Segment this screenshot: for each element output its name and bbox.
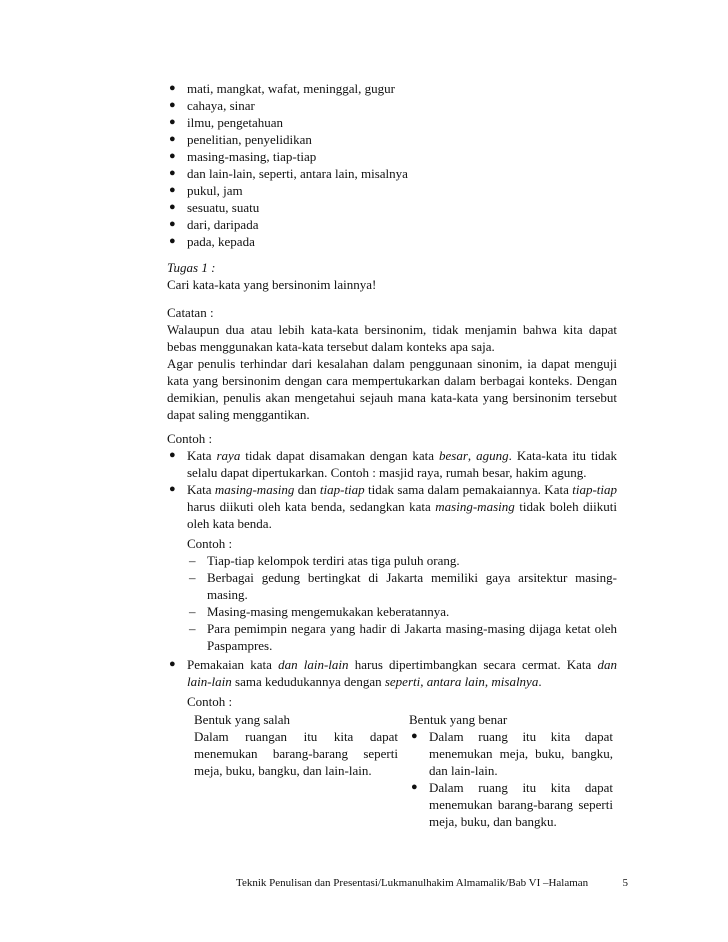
wrong-heading: Bentuk yang salah [194, 712, 291, 727]
example-item-3-section [167, 656, 617, 710]
bullet-icon: ● [169, 218, 176, 230]
bullet-icon: ● [169, 449, 176, 461]
bullet-icon: ● [169, 483, 176, 495]
list-item: ● ilmu, pengetahuan [169, 115, 284, 130]
examples-section [167, 430, 617, 654]
dash-icon: – [189, 553, 196, 568]
page-number: 5 [622, 877, 628, 889]
wrong-text: Dalam ruangan itu kita dapat menemukan barang-barang seperti meja, buku, bangku, dan lain-lain. [194, 729, 398, 778]
wrong-form-column [194, 711, 398, 779]
note-heading: Catatan : [167, 305, 214, 320]
dash-icon: – [189, 604, 196, 619]
list-item: – Masing-masing mengemukakan keberatannya. [189, 604, 450, 619]
bullet-icon: ● [411, 781, 418, 793]
synonym-list [167, 80, 627, 250]
example-item-1: ● Kata raya tidak dapat disamakan dengan kata besar, agung. Kata-kata itu tidak selalu dapat dipertukarkan. Contoh : masjid raya, rumah besar, hakim agung. [169, 448, 618, 480]
list-item: ● Dalam ruang itu kita dapat menemukan barang-barang seperti meja, buku, dan bangku. [411, 780, 613, 829]
right-heading: Bentuk yang benar [409, 712, 508, 727]
bullet-icon: ● [169, 167, 176, 179]
list-item: ● cahaya, sinar [169, 98, 255, 113]
note-paragraph-2: Agar penulis terhindar dari kesalahan dalam penggunaan sinonim, ia dapat menguji kata yang bersinonim dengan cara mempertukarkan dalam berbagai konteks. Dengan demikian, penulis akan mengetahui sejauh mana kata-kata yang bersinonim tersebut dapat saling menggantikan. [167, 356, 617, 422]
bullet-icon: ● [169, 116, 176, 128]
list-item: ● dari, daripada [169, 217, 259, 232]
bullet-icon: ● [411, 730, 418, 742]
list-item: ● mati, mangkat, wafat, meninggal, gugur [169, 81, 395, 96]
footer-text: Teknik Penulisan dan Presentasi/Lukmanulhakim Almamalik/Bab VI –Halaman [236, 877, 589, 889]
bullet-icon: ● [169, 99, 176, 111]
list-item: ● penelitian, penyelidikan [169, 132, 312, 147]
sub-heading: Contoh : [187, 536, 233, 551]
list-item: ● Dalam ruang itu kita dapat menemukan meja, buku, bangku, dan lain-lain. [411, 729, 613, 778]
list-item: – Berbagai gedung bertingkat di Jakarta memiliki gaya arsitektur masing-masing. [189, 570, 617, 602]
bullet-icon: ● [169, 201, 176, 213]
task-section [167, 259, 617, 293]
task-heading: Tugas 1 : [167, 260, 216, 275]
bullet-icon: ● [169, 235, 176, 247]
bullet-icon: ● [169, 82, 176, 94]
list-item: ● masing-masing, tiap-tiap [169, 149, 317, 164]
example-item-2-sub [167, 535, 617, 654]
bullet-icon: ● [169, 658, 176, 670]
list-item: – Tiap-tiap kelompok terdiri atas tiga puluh orang. [189, 553, 460, 568]
dash-icon: – [189, 621, 196, 636]
example-item-3-sub [167, 693, 617, 710]
sub-heading: Contoh : [187, 694, 233, 709]
list-item: ● sesuatu, suatu [169, 200, 260, 215]
dash-icon: – [189, 570, 196, 585]
example-item-2: ● Kata masing-masing dan tiap-tiap tidak sama dalam pemakaiannya. Kata tiap-tiap harus diikuti oleh kata benda, sedangkan kata masing-masing tidak boleh diikuti oleh kata benda. [169, 482, 618, 531]
bullet-icon: ● [169, 184, 176, 196]
page-footer [236, 875, 628, 892]
bullet-icon: ● [169, 133, 176, 145]
list-item: ● pukul, jam [169, 183, 243, 198]
example-item-3: ● Pemakaian kata dan lain-lain harus dipertimbangkan secara cermat. Kata dan lain-lain sama kedudukannya dengan seperti, antara lain, misalnya. [169, 657, 618, 689]
list-item: ● pada, kepada [169, 234, 255, 249]
examples-heading: Contoh : [167, 431, 213, 446]
note-section [167, 304, 617, 423]
list-item: ● dan lain-lain, seperti, antara lain, misalnya [169, 166, 408, 181]
right-form-column [409, 711, 613, 830]
bullet-icon: ● [169, 150, 176, 162]
list-item: – Para pemimpin negara yang hadir di Jakarta masing-masing dijaga ketat oleh Paspampres. [189, 621, 617, 653]
note-paragraph-1: Walaupun dua atau lebih kata-kata bersinonim, tidak menjamin bahwa kita dapat bebas menggunakan kata-kata tersebut dalam konteks apa saja. [167, 322, 617, 354]
task-text: Cari kata-kata yang bersinonim lainnya! [167, 277, 377, 292]
